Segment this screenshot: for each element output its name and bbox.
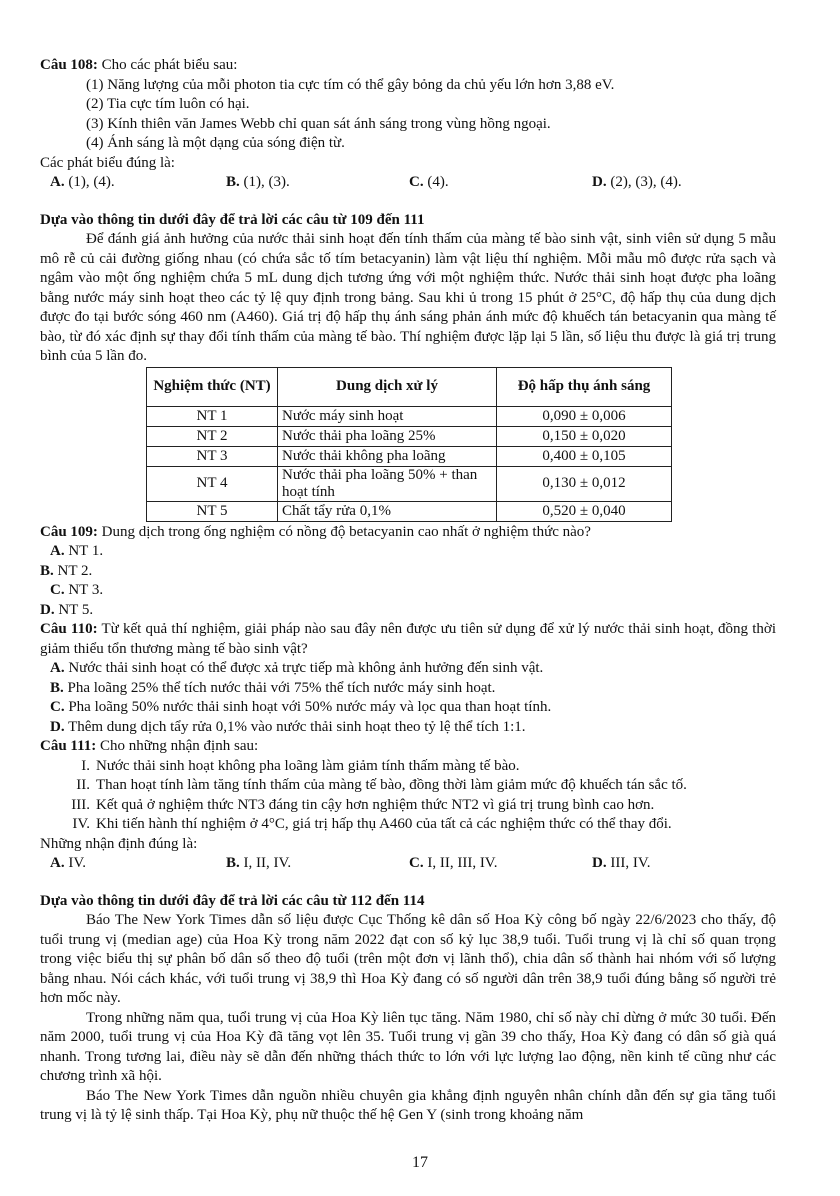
option-c[interactable]: C. NT 3. xyxy=(50,582,104,598)
question-111 xyxy=(40,737,776,874)
question-stem: Dung dịch trong ống nghiệm có nồng độ betacyanin cao nhất ở nghiệm thức nào? xyxy=(97,523,591,540)
table-cell: Nước thải pha loãng 25% xyxy=(278,426,497,446)
statement-2: (2) Tia cực tím luôn có hại. xyxy=(86,96,250,112)
question-stem: Cho những nhận định sau: xyxy=(96,738,259,754)
question-stem: Cho các phát biểu sau: xyxy=(97,57,238,73)
option-d[interactable]: D. (2), (3), (4). xyxy=(592,174,682,190)
option-b[interactable]: B. Pha loãng 25% thể tích nước thải với 75% thể tích nước máy sinh hoạt. xyxy=(50,679,496,696)
question-108 xyxy=(40,56,776,193)
table-header: Độ hấp thụ ánh sáng xyxy=(497,367,672,406)
table-cell: 0,130 ± 0,012 xyxy=(497,466,672,501)
answer-options xyxy=(40,542,776,620)
statement-iii: III. Kết quả ở nghiệm thức NT3 đáng tin cậy hơn nghiệm thức NT2 vì giá trị trung bình cao hơn. xyxy=(71,796,655,813)
passage-paragraph: Để đánh giá ảnh hưởng của nước thải sinh hoạt đến tính thấm của màng tế bào sinh vật, sinh viên sử dụng 5 mẫu mô rễ củ cải đường giống nhau (có chứa sắc tố tím betacyanin) làm vật liệu thí nghiệm. Mỗi mẫu mô được rửa sạch và ngâm vào một ống nghiệm chứa 5 mL dung dịch tương ứng với một nghiệm thức. Nước thải sinh hoạt được pha loãng bằng nước máy sinh hoạt theo các tỷ lệ quy định trong bảng. Sau khi ủ trong 15 phút ở 25°C, độ hấp thụ của dung dịch được đo tại bước sóng 460 nm (A460). Giá trị độ hấp thụ ánh sáng phản ánh mức độ khuếch tán betacyanin qua màng tế bào, từ đó xác định sự thay đổi tính thấm của màng tế bào. Thí nghiệm được lặp lại 5 lần, số liệu thu được là giá trị trung bình của 5 lần đo. xyxy=(40,231,776,364)
table-cell: NT 3 xyxy=(147,446,278,466)
section-heading: Dựa vào thông tin dưới đây để trả lời các câu từ 112 đến 114 xyxy=(40,892,425,909)
question-label: Câu 110: xyxy=(40,621,98,637)
option-a[interactable]: A. Nước thải sinh hoạt có thể được xả trực tiếp mà không ảnh hưởng đến sinh vật. xyxy=(50,660,544,676)
table-row xyxy=(147,466,672,501)
table-header-row xyxy=(147,367,672,406)
option-a[interactable]: A. IV. xyxy=(50,855,86,871)
table-row xyxy=(147,501,672,521)
option-a[interactable]: A. (1), (4). xyxy=(50,174,115,190)
option-c[interactable]: C. I, II, III, IV. xyxy=(409,855,498,871)
question-stem: Từ kết quả thí nghiệm, giải pháp nào sau đây nên được ưu tiên sử dụng để xử lý nước thải sinh hoạt, đồng thời giảm thiểu tổn thương màng tế bào sinh vật? xyxy=(40,621,776,657)
table-row xyxy=(147,406,672,426)
question-prompt: Những nhận định đúng là: xyxy=(40,835,198,852)
table-cell: NT 2 xyxy=(147,426,278,446)
statement-iv: IV. Khi tiến hành thí nghiệm ở 4°C, giá trị hấp thụ A460 của tất cả các nghiệm thức có thể thay đổi. xyxy=(72,816,672,832)
statement-3: (3) Kính thiên văn James Webb chỉ quan sát ánh sáng trong vùng hồng ngoại. xyxy=(86,115,551,132)
table-cell: 0,400 ± 0,105 xyxy=(497,446,672,466)
results-table xyxy=(146,367,672,522)
passage-paragraph: Báo The New York Times dẫn nguồn nhiều chuyên gia khẳng định nguyên nhân chính dẫn đến sự gia tăng tuổi trung vị là tỷ lệ sinh thấp. Tại Hoa Kỳ, phụ nữ thuộc thế hệ Gen Y (sinh trong khoảng năm xyxy=(40,1087,776,1123)
statement-1: (1) Năng lượng của mỗi photon tia cực tím có thể gây bỏng da chủ yếu lớn hơn 3,88 eV. xyxy=(86,76,615,93)
document-page xyxy=(40,56,776,1126)
table-cell: Nước thải pha loãng 50% + than hoạt tính xyxy=(278,466,497,501)
table-cell: NT 1 xyxy=(147,406,278,426)
option-d[interactable]: D. Thêm dung dịch tẩy rửa 0,1% vào nước thải sinh hoạt theo tỷ lệ thể tích 1:1. xyxy=(50,718,526,735)
question-label: Câu 108: xyxy=(40,57,98,73)
option-d[interactable]: D. NT 5. xyxy=(40,601,94,618)
question-110 xyxy=(40,620,776,737)
table-cell: NT 4 xyxy=(147,466,278,501)
question-prompt: Các phát biểu đúng là: xyxy=(40,154,175,171)
answer-options xyxy=(40,854,776,874)
table-header: Dung dịch xử lý xyxy=(278,367,497,406)
table-row xyxy=(147,426,672,446)
question-label: Câu 109: xyxy=(40,523,98,540)
table-cell: 0,520 ± 0,040 xyxy=(497,501,672,521)
option-b[interactable]: B. NT 2. xyxy=(40,562,93,579)
question-109 xyxy=(40,523,776,621)
table-cell: NT 5 xyxy=(147,501,278,521)
table-cell: Nước thải không pha loãng xyxy=(278,446,497,466)
option-d[interactable]: D. III, IV. xyxy=(592,855,651,871)
table-header: Nghiệm thức (NT) xyxy=(147,367,278,406)
option-a[interactable]: A. NT 1. xyxy=(50,543,104,559)
table-cell: 0,090 ± 0,006 xyxy=(497,406,672,426)
statement-i: I. Nước thải sinh hoạt không pha loãng làm giảm tính thấm màng tế bào. xyxy=(81,757,520,774)
answer-options xyxy=(40,173,776,193)
section-heading: Dựa vào thông tin dưới đây để trả lời các câu từ 109 đến 111 xyxy=(40,211,425,228)
passage-paragraph: Trong những năm qua, tuổi trung vị của Hoa Kỳ liên tục tăng. Năm 1980, chỉ số này chỉ dừng ở mức 30 tuổi. Đến năm 2000, tuổi trung vị của Hoa Kỳ đã tăng vọt lên 35. Tuổi trung vị gần 39 cho thấy, Hoa Kỳ đang có dân số già quá nhanh. Trong tương lai, điều này sẽ dẫn đến những thách thức to lớn với lực lượng lao động, nền kinh tế cũng như các chương trình xã hội. xyxy=(40,1009,776,1084)
option-b[interactable]: B. (1), (3). xyxy=(226,174,290,190)
statement-4: (4) Ánh sáng là một dạng của sóng điện từ. xyxy=(86,135,345,151)
option-b[interactable]: B. I, II, IV. xyxy=(226,855,292,871)
table-row xyxy=(147,446,672,466)
table-cell: Chất tẩy rửa 0,1% xyxy=(278,501,497,521)
statement-ii: II. Than hoạt tính làm tăng tính thấm của màng tế bào, đồng thời làm giảm mức độ khuếch tán sắc tố. xyxy=(76,777,687,793)
passage-paragraph: Báo The New York Times dẫn số liệu được Cục Thống kê dân số Hoa Kỳ công bố ngày 22/6/2023 cho thấy, độ tuổi trung vị (median age) của Hoa Kỳ trong năm 2022 đạt con số kỷ lục 38,9 tuổi. Tuổi trung vị là chỉ số quan trọng trong việc biểu thị sự phân bố dân số theo độ tuổi (trên một đơn vị lãnh thổ), chia dân số thành hai nhóm với số lượng bằng nhau. Nói cách khác, với tuổi trung vị 38,9 thì Hoa Kỳ đang có số người dân trên 38,9 tuổi đúng bằng số người trẻ hơn mốc này. xyxy=(40,912,776,1006)
question-label: Câu 111: xyxy=(40,738,97,754)
option-c[interactable]: C. (4). xyxy=(409,174,449,190)
page-number: 17 xyxy=(412,1154,428,1171)
option-c[interactable]: C. Pha loãng 50% nước thải sinh hoạt với 50% nước máy và lọc qua than hoạt tính. xyxy=(50,699,552,715)
table-cell: 0,150 ± 0,020 xyxy=(497,426,672,446)
table-cell: Nước máy sinh hoạt xyxy=(278,406,497,426)
